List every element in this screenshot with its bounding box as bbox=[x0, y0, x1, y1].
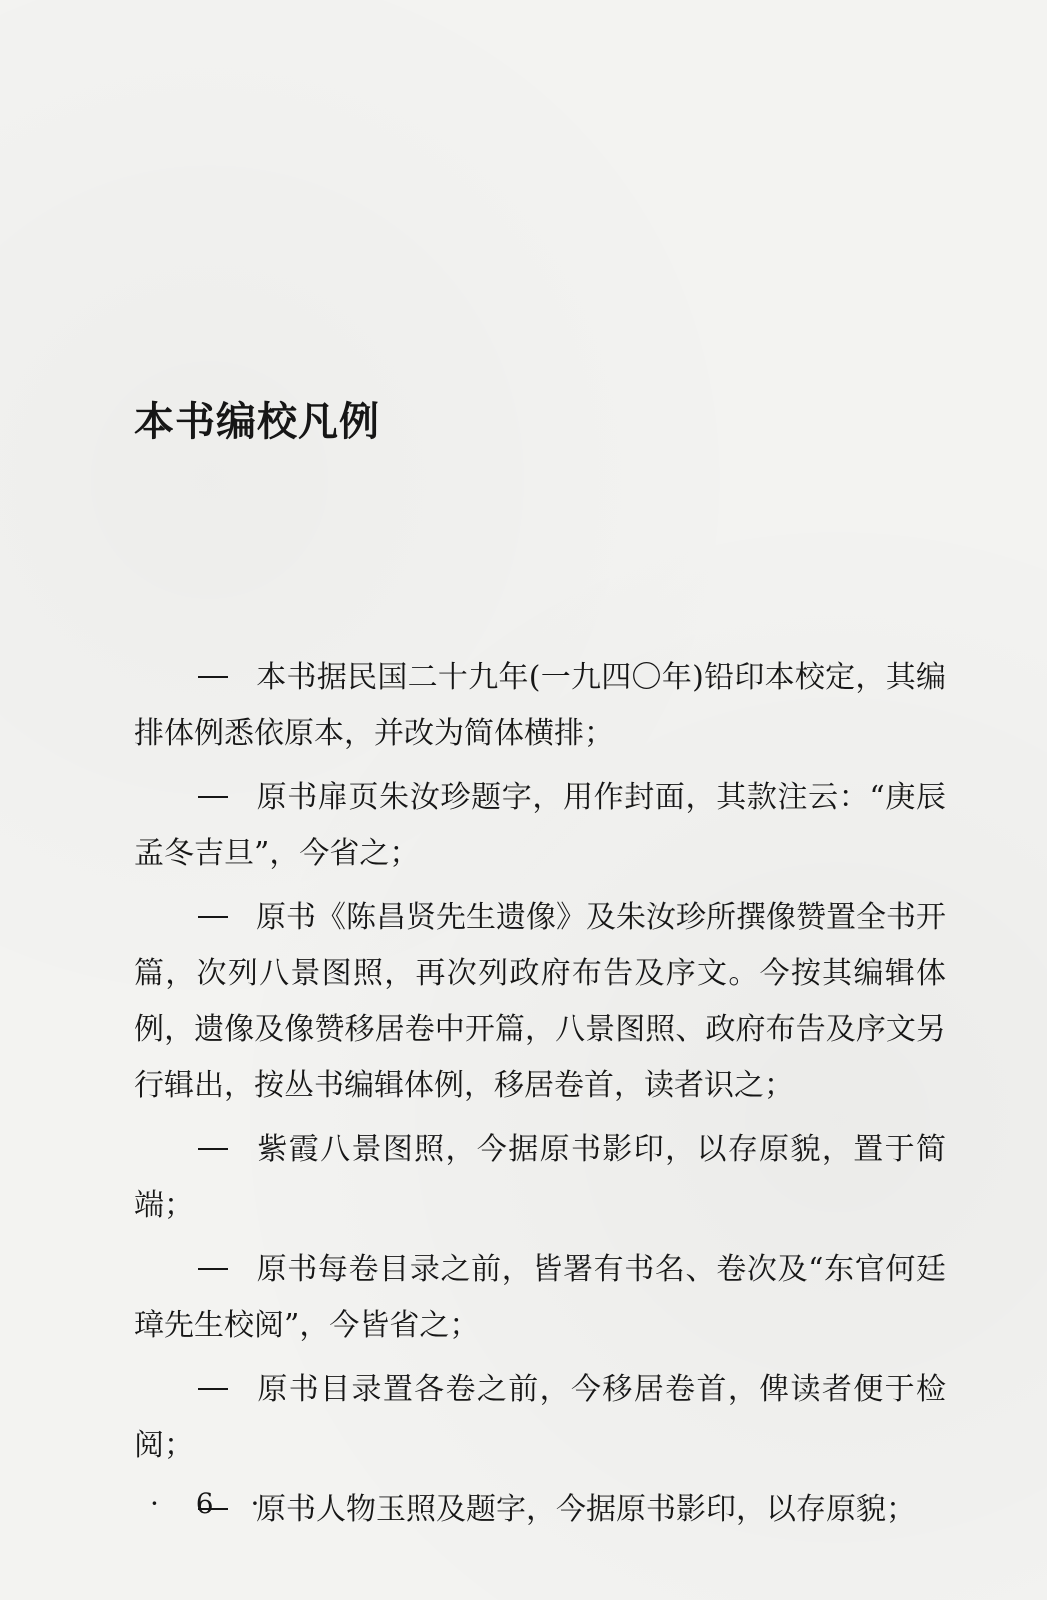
editorial-notes bbox=[134, 650, 946, 1546]
item-dash bbox=[198, 890, 256, 946]
item-dash bbox=[198, 1242, 256, 1298]
item-dash bbox=[198, 1122, 256, 1178]
note-text: 本书据民国二十九年(一九四〇年)铅印本校定，其编排体例悉依原本，并改为简体横排； bbox=[134, 660, 946, 751]
note-text: 原书《陈昌贤先生遗像》及朱汝珍所撰像赞置全书开篇，次列八景图照，再次列政府布告及序文。今按其编辑体例，遗像及像赞移居卷中开篇，八景图照、政府布告及序文另行辑出，按丛书编辑体例，移居卷首，读者识之； bbox=[134, 900, 946, 1103]
note-text: 原书每卷目录之前，皆署有书名、卷次及“东官何廷璋先生校阅”，今皆省之； bbox=[134, 1252, 946, 1343]
note-item bbox=[134, 890, 946, 1114]
note-item bbox=[134, 770, 946, 882]
note-item bbox=[134, 1242, 946, 1354]
item-dash bbox=[198, 650, 256, 706]
note-text: 原书目录置各卷之前，今移居卷首，俾读者便于检阅； bbox=[134, 1372, 946, 1463]
note-item bbox=[134, 1122, 946, 1234]
note-item bbox=[134, 1362, 946, 1474]
page-title: 本书编校凡例 bbox=[134, 399, 380, 445]
page-number: · 6 · bbox=[150, 1487, 274, 1520]
note-text: 原书人物玉照及题字，今据原书影印，以存原貌； bbox=[256, 1492, 916, 1527]
item-dash bbox=[198, 1362, 256, 1418]
note-text: 紫霞八景图照，今据原书影印，以存原貌，置于简端； bbox=[134, 1132, 946, 1223]
item-dash bbox=[198, 770, 256, 826]
note-item bbox=[134, 650, 946, 762]
note-text: 原书扉页朱汝珍题字，用作封面，其款注云：“庚辰孟冬吉旦”，今省之； bbox=[134, 780, 946, 871]
